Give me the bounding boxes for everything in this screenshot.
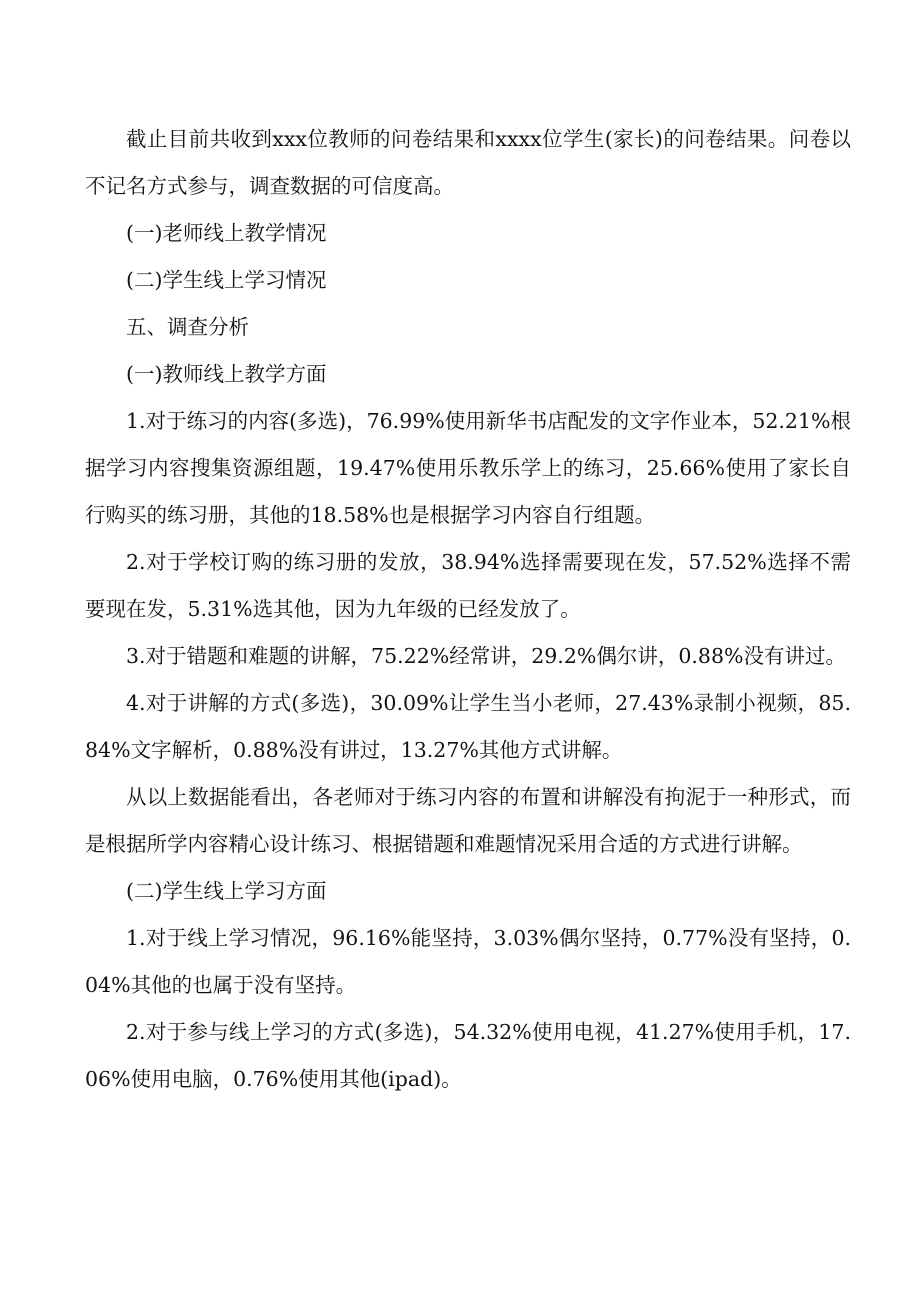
paragraph-exercise-content: 1.对于练习的内容(多选)，76.99%使用新华书店配发的文字作业本，52.21%根据学习内容搜集资源组题，19.47%使用乐教乐学上的练习，25.66%使用了家长自行购买的练习册，其他的18.58%也是根据学习内容自行组题。 <box>85 409 851 527</box>
paragraph-learning-devices: 2.对于参与线上学习的方式(多选)，54.32%使用电视，41.27%使用手机，17.06%使用电脑，0.76%使用其他(ipad)。 <box>85 1020 851 1091</box>
paragraph-explanation-method: 4.对于讲解的方式(多选)，30.09%让学生当小老师，27.43%录制小视频，85.84%文字解析，0.88%没有讲过，13.27%其他方式讲解。 <box>85 691 851 762</box>
heading-teacher-aspect: (一)教师线上教学方面 <box>126 362 327 386</box>
paragraph-error-explanation: 3.对于错题和难题的讲解，75.22%经常讲，29.2%偶尔讲，0.88%没有讲过。 <box>126 644 846 668</box>
heading-survey-analysis: 五、调查分析 <box>126 315 249 339</box>
heading-student-aspect: (二)学生线上学习方面 <box>126 879 327 903</box>
paragraph-learning-persistence: 1.对于线上学习情况，96.16%能坚持，3.03%偶尔坚持，0.77%没有坚持，0.04%其他的也属于没有坚持。 <box>85 926 851 997</box>
paragraph-workbook-distribution: 2.对于学校订购的练习册的发放，38.94%选择需要现在发，57.52%选择不需要现在发，5.31%选其他，因为九年级的已经发放了。 <box>85 550 851 621</box>
heading-student-online-learning: (二)学生线上学习情况 <box>126 268 327 292</box>
document-body <box>85 116 851 1103</box>
heading-teacher-online-teaching: (一)老师线上教学情况 <box>126 221 327 245</box>
paragraph-teacher-conclusion: 从以上数据能看出，各老师对于练习内容的布置和讲解没有拘泥于一种形式，而是根据所学内容精心设计练习、根据错题和难题情况采用合适的方式进行讲解。 <box>85 785 851 856</box>
paragraph-survey-summary: 截止目前共收到xxx位教师的问卷结果和xxxx位学生(家长)的问卷结果。问卷以不记名方式参与，调查数据的可信度高。 <box>85 127 851 198</box>
